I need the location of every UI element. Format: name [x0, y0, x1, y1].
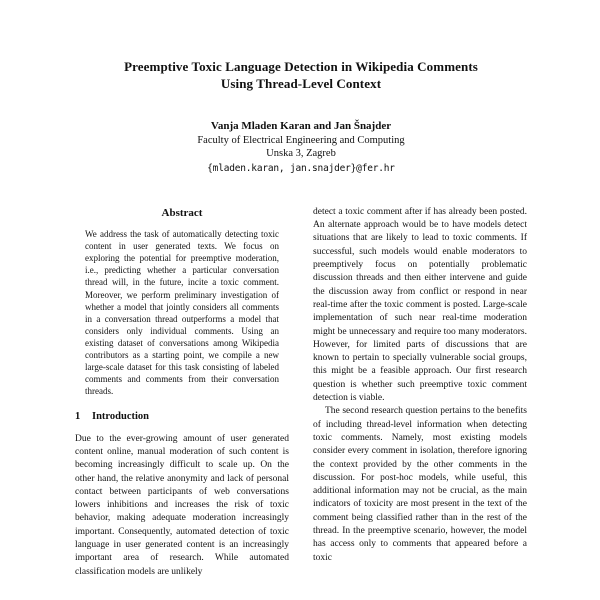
- paper-title-line2: Using Thread-Level Context: [220, 76, 382, 92]
- intro-paragraph-continued: detect a toxic comment after if has already been posted. An alternate approach would be to have models detect situations that are likely to lead to toxic comments. If successful, such models would enable moderators to preemptively focus on potentially problematic discussion threads and then either intervene and guide the discussion away from conflict or respond in near real-time after the toxic comment is posted. Large-scale implementation of such near real-time moderation might be unnecessary and require too many moderators. However, for limited parts of discussions that are known to pertain to specially vulnerable social groups, this might be a feasible approach. Our first research question is whether such preemptive toxic comment detection is viable.: [313, 206, 527, 404]
- affiliation-line1: Faculty of Electrical Engineering and Computing: [197, 134, 405, 146]
- intro-paragraph: Due to the ever-growing amount of user generated content online, manual moderation of such content is becoming increasingly difficult to scale up. On the other hand, the relative anonymity and lack of personal contact between participants of web conversations lowers inhibitions and increases the risk of toxic behavior, making adequate moderation increasingly important. Consequently, automated detection of toxic language in user generated content is an increasingly important area of research. While automated classification models are unlikely: [75, 433, 289, 577]
- paper-affiliation: [75, 134, 527, 161]
- intro-paragraph-2: The second research question pertains to the benefits of including thread-level information when detecting toxic comments. Namely, most existing models consider every comment in isolation, therefore ignoring the context provided by the other comments in the discussion. For post-hoc models, while useful, this additional information may not be crucial, as the main indicators of toxicity are most present in the text of the comment being classified rather than in the rest of the thread. In the preemptive scenario, however, the model has access only to comments that appeared before a toxic: [313, 406, 527, 563]
- left-column: [75, 206, 289, 579]
- abstract-heading: Abstract: [161, 206, 203, 219]
- section-title: Introduction: [92, 410, 149, 422]
- abstract-text: We address the task of automatically detecting toxic content in user generated texts. We focus on exploring the potential for preemptive moderation, i.e., predicting whether a particular conversation thread will, in the future, incite a toxic comment. Moreover, we perform preliminary investigation of whether a model that jointly considers all comments in a conversation thread outperforms a model that considers only individual comments. Using an existing dataset of conversations among Wikipedia contributors as a starting point, we compile a new large-scale dataset for this task consisting of labeled comments and comments from their conversation threads.: [85, 229, 279, 396]
- right-column: [313, 206, 527, 579]
- section-heading-introduction: [75, 410, 289, 425]
- author-emails: {mladen.karan, jan.snajder}@fer.hr: [207, 162, 395, 174]
- two-column-body: [75, 206, 527, 579]
- paper-authors: Vanja Mladen Karan and Jan Šnajder: [210, 120, 392, 133]
- paper-title: [75, 58, 527, 92]
- section-number: 1: [75, 410, 81, 422]
- paper-title-line1: Preemptive Toxic Language Detection in Wikipedia Comments: [124, 59, 478, 74]
- affiliation-line2: Unska 3, Zagreb: [266, 148, 336, 160]
